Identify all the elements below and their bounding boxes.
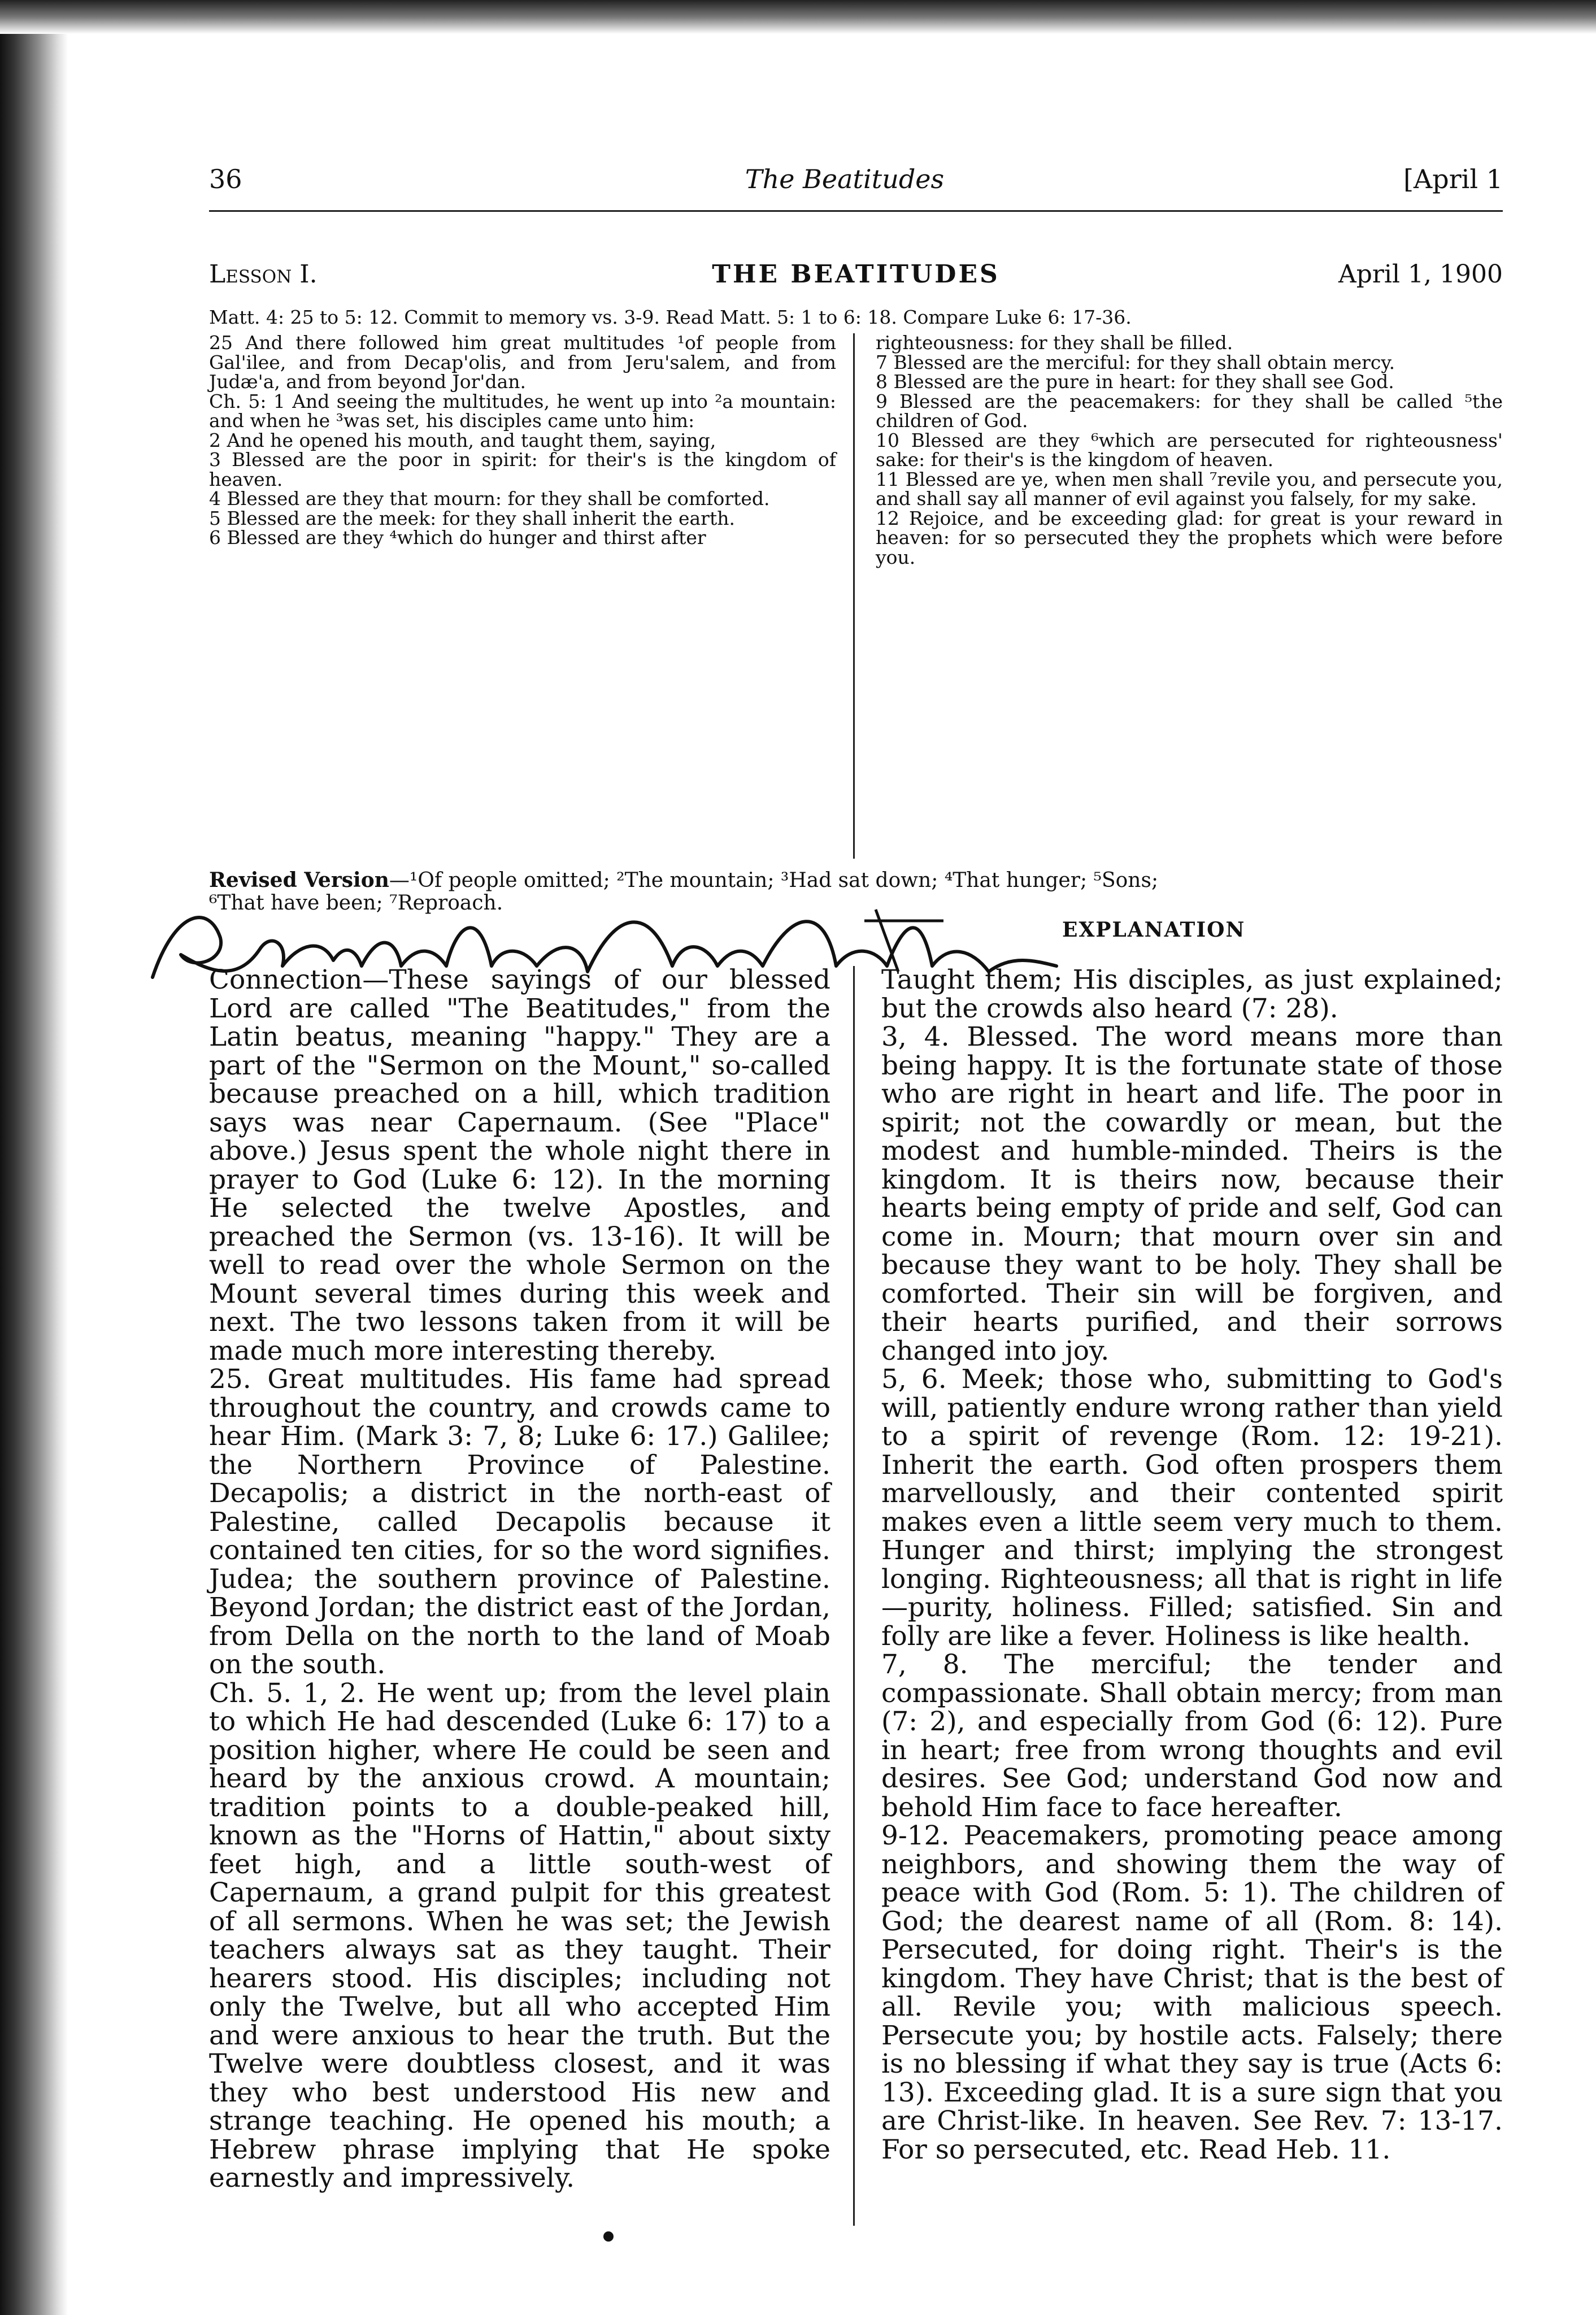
commentary-text [209, 966, 1503, 2226]
revised-version-line-2: ⁶That have been; ⁷Reproach. [209, 891, 503, 915]
scripture-verse: 2 And he opened his mouth, and taught them, saying, [209, 429, 716, 451]
lesson-date: April 1, 1900 [1338, 260, 1503, 289]
scan-binding-edge [0, 0, 68, 2315]
commentary-paragraph: 7, 8. The merciful; the tender and compassionate. Shall obtain mercy; from man (7: 2), and especially from God (6: 12). Pure in heart; free from wrong thoughts and evil desires. See God; understand God now and behold Him face to face hereafter. [881, 1649, 1503, 1823]
scripture-verse: 4 Blessed are they that mourn: for they shall be comforted. [209, 488, 770, 510]
commentary-paragraph: 25. Great multitudes. His fame had spread throughout the country, and crowds came to hear Him. (Mark 3: 7, 8; Luke 6: 17.) Galilee; the Northern Province of Palestine. Decapolis; a district in the north-east of Palestine, called Decapolis because it contained ten cities, for so the word signifies. Judea; the southern province of Palestine. Beyond Jordan; the district east of the Jordan, from Della on the north to the land of Moab on the south. [209, 1364, 830, 1680]
column-divider [853, 966, 855, 2226]
running-title: The Beatitudes [745, 164, 945, 194]
scripture-verse: 10 Blessed are they ⁶which are persecuted for righteousness' sake: for their's is the kingdom of heaven. [876, 429, 1503, 471]
lesson-label: Lesson I. [209, 260, 318, 289]
commentary-paragraph: Connection—These sayings of our blessed Lord are called "The Beatitudes," from the Latin beatus, meaning "happy." They are a part of the "Sermon on the Mount," so-called because preached on a hill, which tradition says was near Capernaum. (See "Place" above.) Jesus spent the whole night there in prayer to God (Luke 6: 12). In the morning He selected the twelve Apostles, and preached the Sermon (vs. 13-16). It will be well to read over the whole Sermon on the Mount several times during this week and next. The two lessons taken from it will be made much more interesting thereby. [209, 964, 830, 1367]
header-rule [209, 210, 1503, 212]
revised-version-label: Revised Version [209, 869, 389, 892]
scripture-verse: 5 Blessed are the meek: for they shall inherit the earth. [209, 507, 735, 529]
scripture-verse: 9 Blessed are the peacemakers: for they shall be called ⁵the children of God. [876, 390, 1503, 432]
document-page [186, 158, 1503, 2248]
scripture-verse: 6 Blessed are they ⁴which do hunger and thirst after [209, 526, 706, 549]
column-divider [853, 333, 855, 859]
scripture-text [209, 333, 1503, 859]
scripture-verse: 11 Blessed are ye, when men shall ⁷revile you, and persecute you, and shall say all manner of evil against you falsely, for my sake. [876, 468, 1503, 510]
scripture-references: Matt. 4: 25 to 5: 12. Commit to memory vs. 3-9. Read Matt. 5: 1 to 6: 18. Compare Luke 6: 17-36. [209, 306, 1132, 328]
running-header [186, 158, 1503, 203]
scripture-verse: righteousness: for they shall be filled. [876, 332, 1233, 354]
lesson-title: THE BEATITUDES [712, 260, 1000, 289]
revised-version-line-1: —¹Of people omitted; ²The mountain; ³Had sat down; ⁴That hunger; ⁵Sons; [389, 869, 1159, 892]
scan-top-edge [0, 0, 1596, 34]
scripture-column-right [876, 333, 1503, 567]
explanation-heading: EXPLANATION [1062, 918, 1246, 942]
commentary-paragraph: 3, 4. Blessed. The word means more than being happy. It is the fortunate state of those who are right in heart and life. The poor in spirit; not the cowardly or mean, but the modest and humble-minded. Theirs is the kingdom. It is theirs now, because their hearts being empty of pride and self, God can come in. Mourn; that mourn over sin and because they want to be holy. They shall be comforted. Their sin will be forgiven, and their hearts purified, and their sorrows changed into joy. [881, 1021, 1503, 1367]
scripture-verse: 25 And there followed him great multitudes ¹of people from Gal'ilee, and from Decap'olis, and from Jeru'salem, and from Judæ'a, and from beyond Jor'dan. [209, 332, 836, 393]
scripture-verse: 3 Blessed are the poor in spirit: for their's is the kingdom of heaven. [209, 449, 836, 490]
scripture-verse: Ch. 5: 1 And seeing the multitudes, he went up into ²a mountain: and when he ³was set, his disciples came unto him: [209, 390, 836, 432]
page-number: 36 [209, 164, 242, 194]
commentary-column-left [209, 966, 830, 2193]
scripture-verse: 12 Rejoice, and be exceeding glad: for great is your reward in heaven: for so persecuted they the prophets which were before you. [876, 507, 1503, 568]
printer-dot [603, 2231, 614, 2242]
commentary-paragraph: Taught them; His disciples, as just explained; but the crowds also heard (7: 28). [881, 964, 1503, 1024]
scripture-verse: 8 Blessed are the pure in heart: for they shall see God. [876, 371, 1394, 393]
commentary-paragraph: Ch. 5. 1, 2. He went up; from the level plain to which He had descended (Luke 6: 17) to a position higher, where He could be seen and heard by the anxious crowd. A mountain; tradition points to a double-peaked hill, known as the "Horns of Hattin," about sixty feet high, and a little south-west of Capernaum, a grand pulpit for this greatest of all sermons. When he was set; the Jewish teachers always sat as they taught. Their hearers stood. His disciples; including not only the Twelve, but all who accepted Him and were anxious to hear the truth. But the Twelve were doubtless closest, and it was they who best understood His new and strange teaching. He opened his mouth; a Hebrew phrase implying that He spoke earnestly and impressively. [209, 1677, 830, 2194]
scripture-column-left [209, 333, 836, 548]
commentary-paragraph: 9-12. Peacemakers, promoting peace among neighbors, and showing them the way of peace with God (Rom. 5: 1). The children of God; the dearest name of all (Rom. 8: 14). Persecuted, for doing right. Their's is the kingdom. They have Christ; that is the best of all. Revile you; with malicious speech. Persecute you; by hostile acts. Falsely; there is no blessing if what they say is true (Acts 6: 13). Exceeding glad. It is a sure sign that you are Christ-like. In heaven. See Rev. 7: 13-17. For so persecuted, etc. Read Heb. 11. [881, 1820, 1503, 2165]
commentary-paragraph: 5, 6. Meek; those who, submitting to God's will, patiently endure wrong rather than yield to a spirit of revenge (Rom. 12: 19-21). Inherit the earth. God often prospers them marvellously, and their contented spirit makes even a little seem very much to them. Hunger and thirst; implying the strongest longing. Righteousness; all that is right in life—purity, holiness. Filled; satisfied. Sin and folly are like a fever. Holiness is like health. [881, 1364, 1503, 1652]
scripture-verse: 7 Blessed are the merciful: for they shall obtain mercy. [876, 351, 1395, 373]
lesson-heading [209, 260, 1503, 294]
running-date: [April 1 [1403, 164, 1503, 194]
commentary-column-right [881, 966, 1503, 2164]
